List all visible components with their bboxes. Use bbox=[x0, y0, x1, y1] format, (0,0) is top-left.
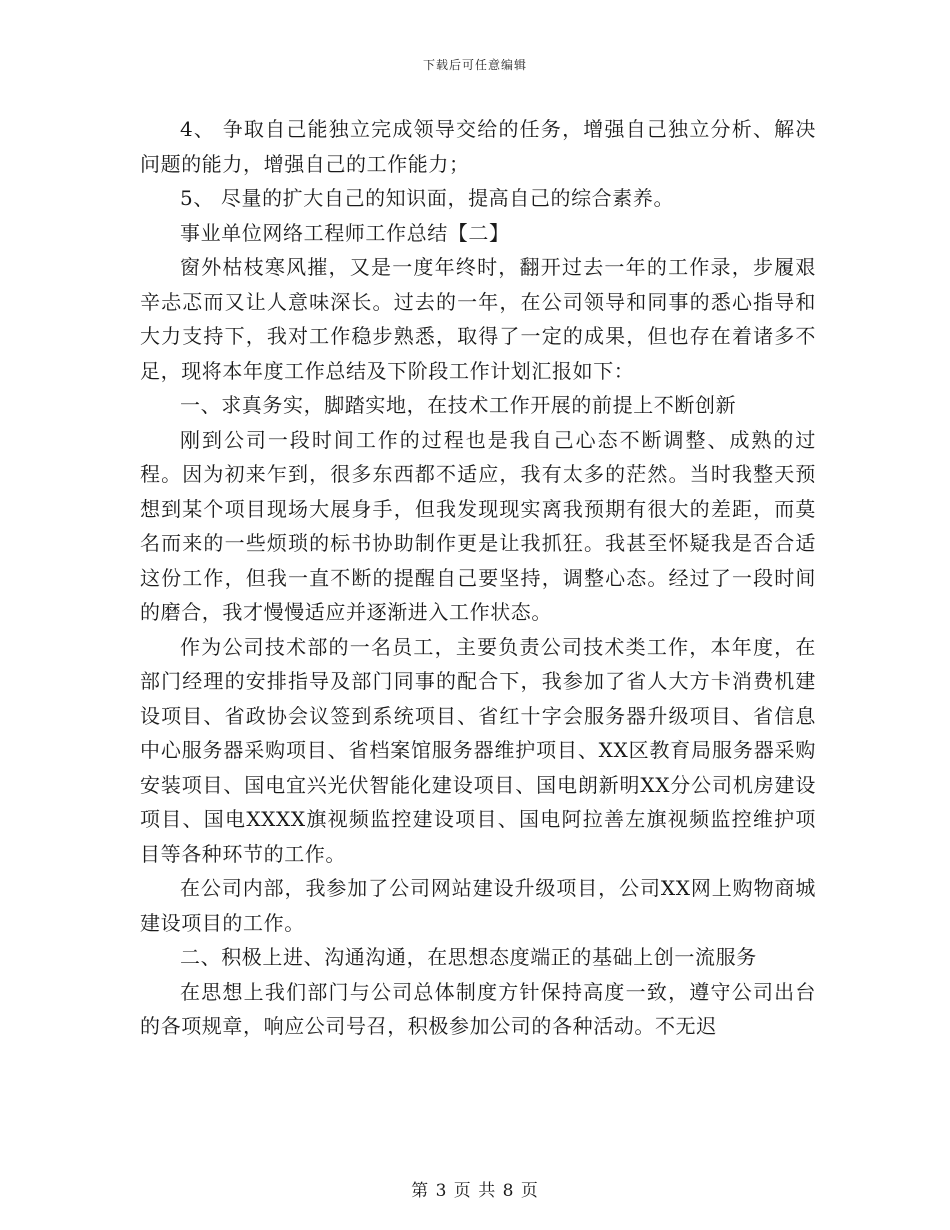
paragraph-attitude: 在思想上我们部门与公司总体制度方针保持高度一致，遵守公司出台的各项规章，响应公司号召，积极参加公司的各种活动。不无迟 bbox=[140, 979, 816, 1038]
paragraph-intro: 窗外枯枝寒风摧，又是一度年终时，翻开过去一年的工作录，步履艰辛忐忑而又让人意味深长。过去的一年，在公司领导和同事的悉心指导和大力支持下，我对工作稳步熟悉，取得了一定的成果，但也存在着诸多不足，现将本年度工作总结及下阶段工作计划汇报如下： bbox=[140, 255, 816, 383]
paragraph-item-5: 5、 尽量的扩大自己的知识面，提高自己的综合素养。 bbox=[180, 186, 675, 210]
paragraph-projects: 作为公司技术部的一名员工，主要负责公司技术类工作，本年度，在部门经理的安排指导及部门同事的配合下，我参加了省人大方卡消费机建设项目、省政协会议签到系统项目、省红十字会服务器升级项目、省信息中心服务器采购项目、省档案馆服务器维护项目、XX区教育局服务器采购安装项目、国电宜兴光伏智能化建设项目、国电朗新明XX分公司机房建设项目、国电XXXX旗视频监控建设项目、国电阿拉善左旗视频监控维护项目等各种环节的工作。 bbox=[140, 634, 816, 866]
paragraph-adjustment: 刚到公司一段时间工作的过程也是我自己心态不断调整、成熟的过程。因为初来乍到，很多东西都不适应，我有太多的茫然。当时我整天预想到某个项目现场大展身手，但我发现现实离我预期有很大的差距，而莫名而来的一些烦琐的标书协助制作更是让我抓狂。我甚至怀疑我是否合适这份工作，但我一直不断的提醒自己要坚持，调整心态。经过了一段时间的磨合，我才慢慢适应并逐渐进入工作状态。 bbox=[140, 427, 816, 624]
heading-part-two: 二、积极上进、沟通沟通，在思想态度端正的基础上创一流服务 bbox=[180, 945, 757, 969]
paragraph-item-4: 4、 争取自己能独立完成领导交给的任务，增强自己独立分析、解决问题的能力，增强自己的工作能力； bbox=[140, 117, 816, 176]
heading-part-one: 一、求真务实，脚踏实地，在技术工作开展的前提上不断创新 bbox=[180, 393, 737, 417]
page-header-note: 下载后可任意编辑 bbox=[422, 58, 527, 72]
paragraph-internal: 在公司内部，我参加了公司网站建设升级项目，公司XX网上购物商城建设项目的工作。 bbox=[140, 876, 816, 935]
section-title: 事业单位网络工程师工作总结【二】 bbox=[180, 220, 510, 245]
document-body bbox=[140, 112, 816, 1044]
page-number: 第 3 页 共 8 页 bbox=[411, 1181, 539, 1201]
